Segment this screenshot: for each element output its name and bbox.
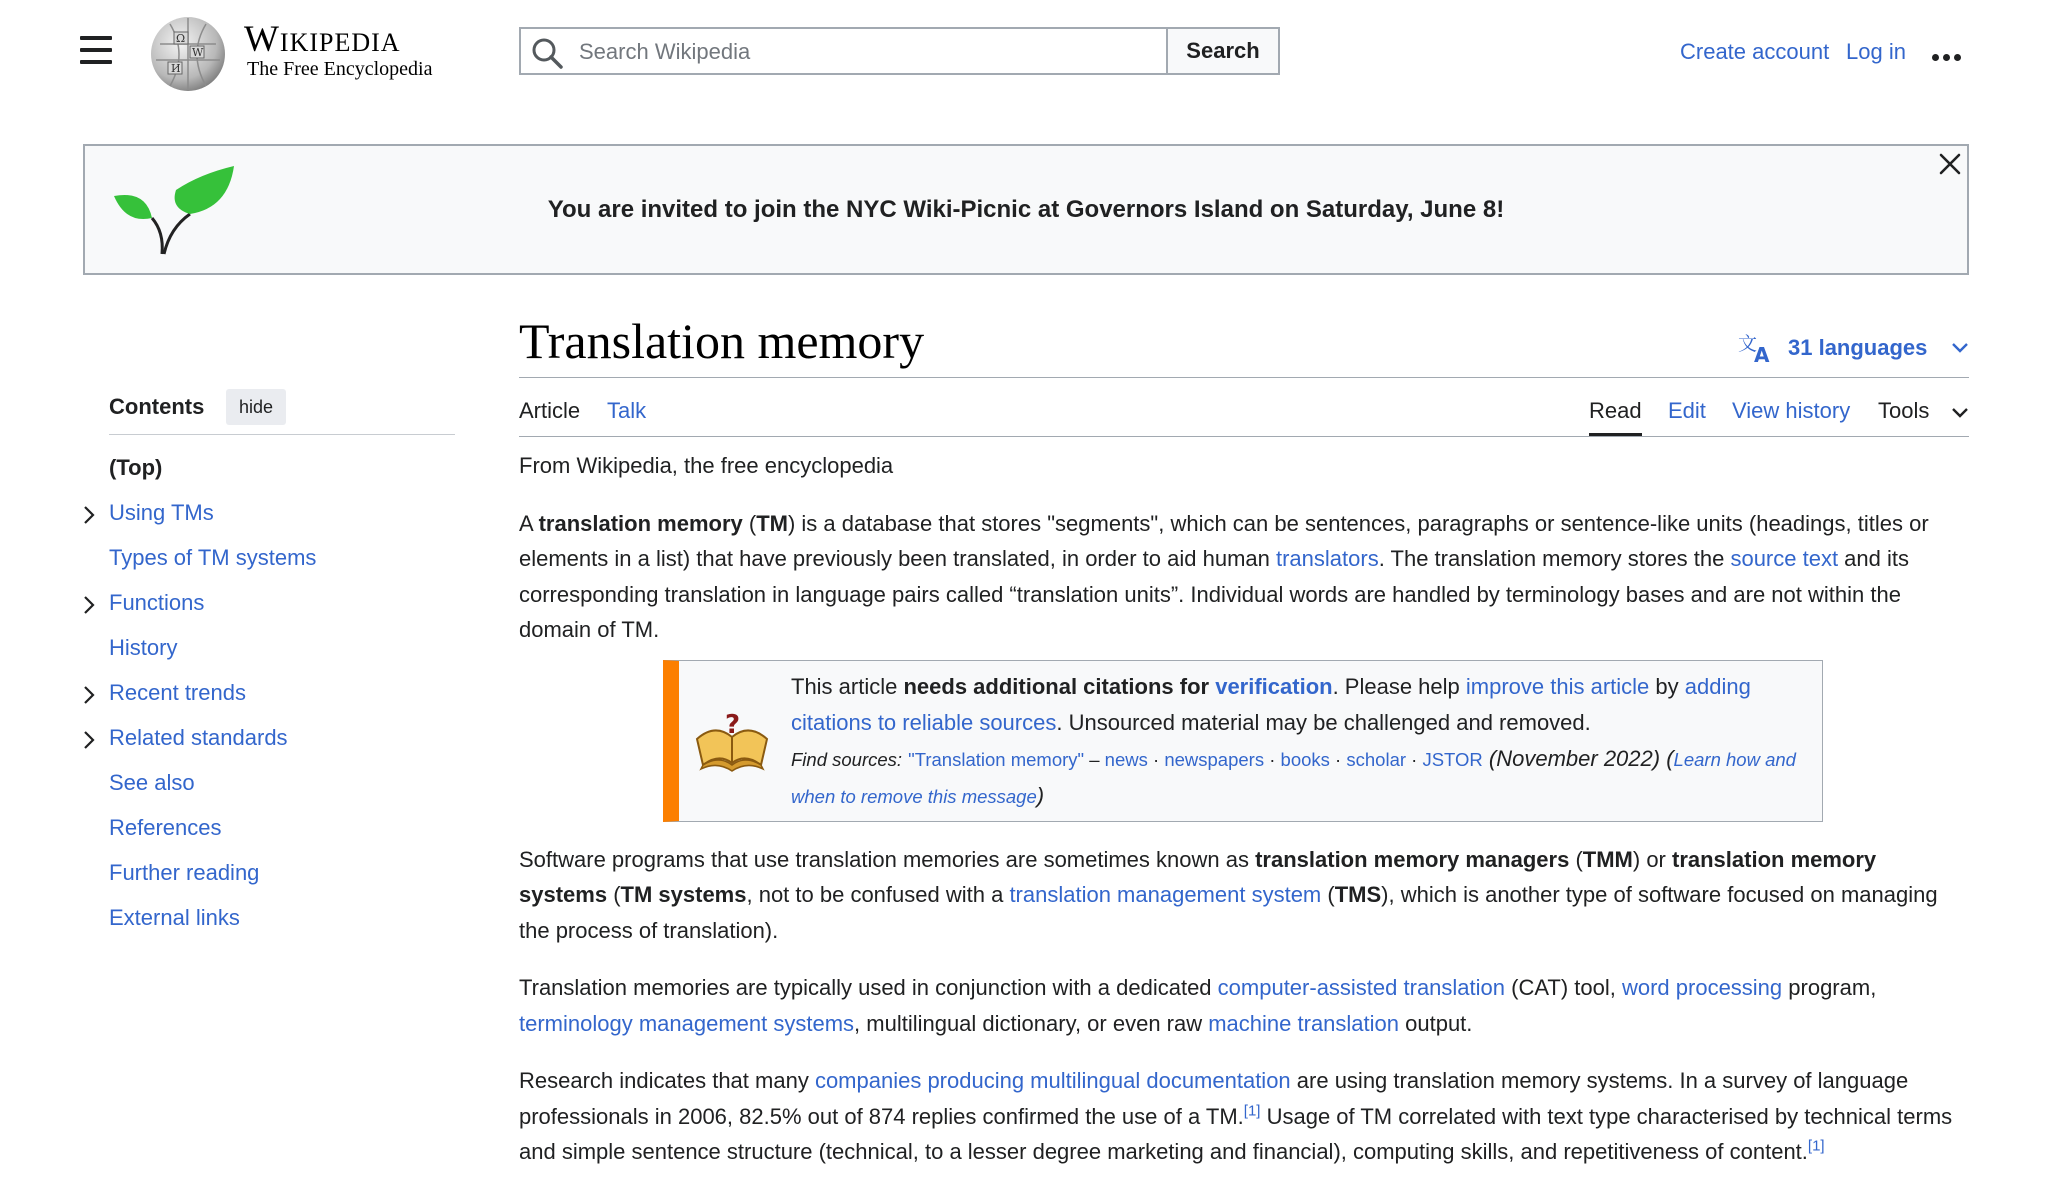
bold-term: translation memory managers (1255, 846, 1570, 872)
citation-needed-notice (663, 660, 1823, 822)
text: . Unsourced material may be challenged and removed. (1056, 709, 1591, 735)
wikipedia-globe-icon[interactable] (146, 14, 230, 97)
toc-item-label[interactable]: References (109, 815, 222, 840)
search-icon (530, 36, 564, 75)
toc-item-label[interactable]: History (109, 635, 178, 660)
main-menu-button[interactable] (80, 36, 120, 68)
banner-message: You are invited to join the NYC Wiki-Picnic at Governors Island on Saturday, June 8! (547, 196, 1505, 223)
text: ) is a database that stores "segments", which can be sentences, paragraphs or sentence-like units (headings, titles or elements in a list) that have previously been translated, in order to aid human (519, 510, 1929, 571)
text: and its corresponding translation in language pairs called “translation units”. Individual words are handled by terminology bases and are not within the domain of TM. (519, 546, 1909, 642)
svg-text:?: ? (725, 709, 741, 740)
find-sources-label: Find sources: (791, 748, 903, 770)
toc-item-further-reading[interactable] (109, 858, 316, 903)
search-input[interactable] (577, 29, 1161, 75)
text: , not to be confused with a (746, 882, 1010, 907)
text: , multilingual dictionary, or even raw (854, 1010, 1209, 1036)
title-divider (519, 377, 1969, 378)
text: (CAT) tool, (1505, 975, 1622, 1000)
link-news[interactable]: news (1104, 748, 1148, 770)
link-verification[interactable]: verification (1215, 673, 1333, 699)
separator: · (1329, 748, 1347, 770)
separator: · (1406, 748, 1423, 770)
text: by (1649, 673, 1685, 699)
toc-item-types[interactable] (109, 543, 316, 588)
tab-read[interactable]: Read (1589, 398, 1642, 423)
svg-text:W: W (192, 46, 204, 59)
text: program, (1782, 975, 1877, 1000)
toc-item-see-also[interactable] (109, 768, 316, 813)
text: Research indicates that many (519, 1068, 815, 1093)
text: ( (607, 882, 621, 907)
link-scholar[interactable]: scholar (1346, 748, 1407, 770)
tab-edit[interactable]: Edit (1668, 398, 1706, 423)
link-translators[interactable]: translators (1275, 546, 1379, 571)
article-body (519, 448, 1969, 1192)
chevron-down-icon[interactable] (1950, 403, 1970, 428)
hamburger-bar (80, 60, 112, 64)
link-newspapers[interactable]: newspapers (1164, 748, 1265, 770)
bold-term: TM systems (620, 882, 747, 907)
toc-item-label[interactable]: (Top) (109, 455, 163, 480)
toc-title: Contents (109, 394, 205, 419)
toc-item-recent-trends[interactable] (109, 678, 316, 723)
link-learn-remove[interactable]: Learn how and when to remove this message (791, 748, 1796, 807)
hamburger-bar (80, 48, 112, 52)
toc-item-label[interactable]: See also (109, 770, 195, 795)
text: ) or (1632, 846, 1672, 872)
toc-item-references[interactable] (109, 813, 316, 858)
create-account-link[interactable]: Create account (1680, 39, 1830, 64)
text: A (519, 510, 539, 536)
text: . Please help (1332, 673, 1466, 699)
bold-text: needs additional citations for (903, 673, 1216, 699)
language-count[interactable]: 31 languages (1788, 335, 1928, 360)
chevron-right-icon[interactable] (79, 503, 99, 523)
link-companies[interactable]: companies producing multilingual documentation (814, 1068, 1291, 1093)
tab-tools[interactable]: Tools (1878, 398, 1930, 423)
toc-item-label[interactable]: Related standards (109, 725, 288, 750)
chevron-down-icon (1950, 338, 1970, 363)
toc-item-using-tms[interactable] (109, 498, 316, 543)
text: – (1084, 748, 1105, 770)
tab-article[interactable]: Article (519, 398, 581, 423)
site-tagline: From Wikipedia, the free encyclopedia (519, 453, 894, 478)
bold-term: TMM (1582, 846, 1633, 872)
chevron-right-icon[interactable] (79, 593, 99, 613)
link-cat[interactable]: computer-assisted translation (1217, 975, 1506, 1000)
toc-item-history[interactable] (109, 633, 316, 678)
svg-text:A: A (1754, 343, 1770, 364)
link-word-processing[interactable]: word processing (1621, 975, 1783, 1000)
text: ( (1321, 882, 1335, 907)
paragraph-intro (519, 506, 1969, 648)
link-search-query[interactable]: "Translation memory" (908, 748, 1085, 770)
link-translation-management-system[interactable]: translation management system (1009, 882, 1322, 907)
toc-item-label[interactable]: Functions (109, 590, 205, 615)
link-improve-article[interactable]: improve this article (1465, 673, 1650, 699)
wikipedia-wordmark[interactable]: Wikipedia (244, 19, 401, 60)
text: Software programs that use translation memories are sometimes known as (519, 846, 1256, 872)
bold-term: TM (756, 510, 788, 536)
wikipedia-tagline: The Free Encyclopedia (247, 58, 433, 80)
hamburger-bar (80, 36, 112, 40)
text: ), which is another type of software focused on managing the process of translation). (519, 882, 1938, 943)
toc-item-label[interactable]: Recent trends (109, 680, 246, 705)
notice-date: (November 2022) (1482, 745, 1661, 771)
text: ( (742, 510, 757, 536)
toc-item-label[interactable]: Types of TM systems (109, 545, 317, 570)
tabs-divider (519, 436, 1969, 437)
log-in-link[interactable]: Log in (1846, 39, 1906, 64)
search-button[interactable]: Search (1166, 27, 1280, 75)
toc-item-label[interactable]: External links (109, 905, 240, 930)
text: output. (1399, 1010, 1473, 1036)
text: Usage of TM correlated with text type characterised by technical terms and simple sentence structure (technical, to a lesser degree marketing and financial), computing skills, and repetitiveness of content. (519, 1103, 1953, 1164)
link-source-text[interactable]: source text (1730, 546, 1839, 571)
paragraph-software (519, 842, 1969, 949)
text: This article (791, 673, 904, 699)
reference-link[interactable]: [1] (1243, 1102, 1261, 1120)
more-options-icon[interactable] (1932, 48, 1966, 56)
toc-item-label[interactable]: Further reading (109, 860, 260, 885)
toc-item-related-standards[interactable] (109, 723, 316, 768)
text: are using translation memory systems. In a survey of language professionals in 2006, 82.5% out of 874 replies confirmed the use of a TM. (519, 1068, 1909, 1129)
text: ( (1660, 745, 1674, 771)
toc-item-external-links[interactable] (109, 903, 316, 948)
link-adding-citations[interactable]: adding citations to reliable sources (791, 673, 1751, 735)
text: . The translation memory stores the (1378, 546, 1731, 571)
link-terminology-management[interactable]: terminology management systems (519, 1010, 855, 1036)
chevron-right-icon[interactable] (79, 683, 99, 703)
link-jstor[interactable]: JSTOR (1422, 748, 1483, 770)
bold-term: translation memory (538, 510, 743, 536)
separator: · (1264, 748, 1281, 770)
close-icon[interactable] (1936, 150, 1964, 178)
page-title: Translation memory (519, 313, 925, 369)
reference-link[interactable]: [1] (1807, 1137, 1825, 1155)
toc-hide-button[interactable]: hide (226, 389, 286, 425)
svg-text:И: И (171, 62, 181, 75)
bold-term: TMS (1334, 882, 1382, 907)
svg-text:文: 文 (1738, 333, 1758, 355)
toc-item-functions[interactable] (109, 588, 316, 633)
tab-view-history[interactable]: View history (1732, 398, 1851, 423)
text: ( (1569, 846, 1583, 872)
toc-divider (109, 434, 455, 435)
toc-item-label[interactable]: Using TMs (109, 500, 214, 525)
translate-icon (1738, 330, 1774, 369)
link-books[interactable]: books (1280, 748, 1330, 770)
toc-list (109, 453, 316, 948)
svg-text:Ω: Ω (176, 32, 186, 45)
toc-item-top[interactable] (109, 453, 316, 498)
separator: · (1147, 748, 1165, 770)
paragraph-usage (519, 970, 1969, 1041)
chevron-right-icon[interactable] (79, 728, 99, 748)
notice-text (791, 669, 1811, 815)
paragraph-research (519, 1063, 1969, 1170)
link-machine-translation[interactable]: machine translation (1208, 1010, 1400, 1036)
text: ) (1036, 782, 1045, 808)
book-question-icon (691, 703, 773, 784)
text: Translation memories are typically used in conjunction with a dedicated (519, 975, 1218, 1000)
tab-talk[interactable]: Talk (607, 398, 647, 423)
bold-term: translation memory systems (519, 846, 1877, 907)
